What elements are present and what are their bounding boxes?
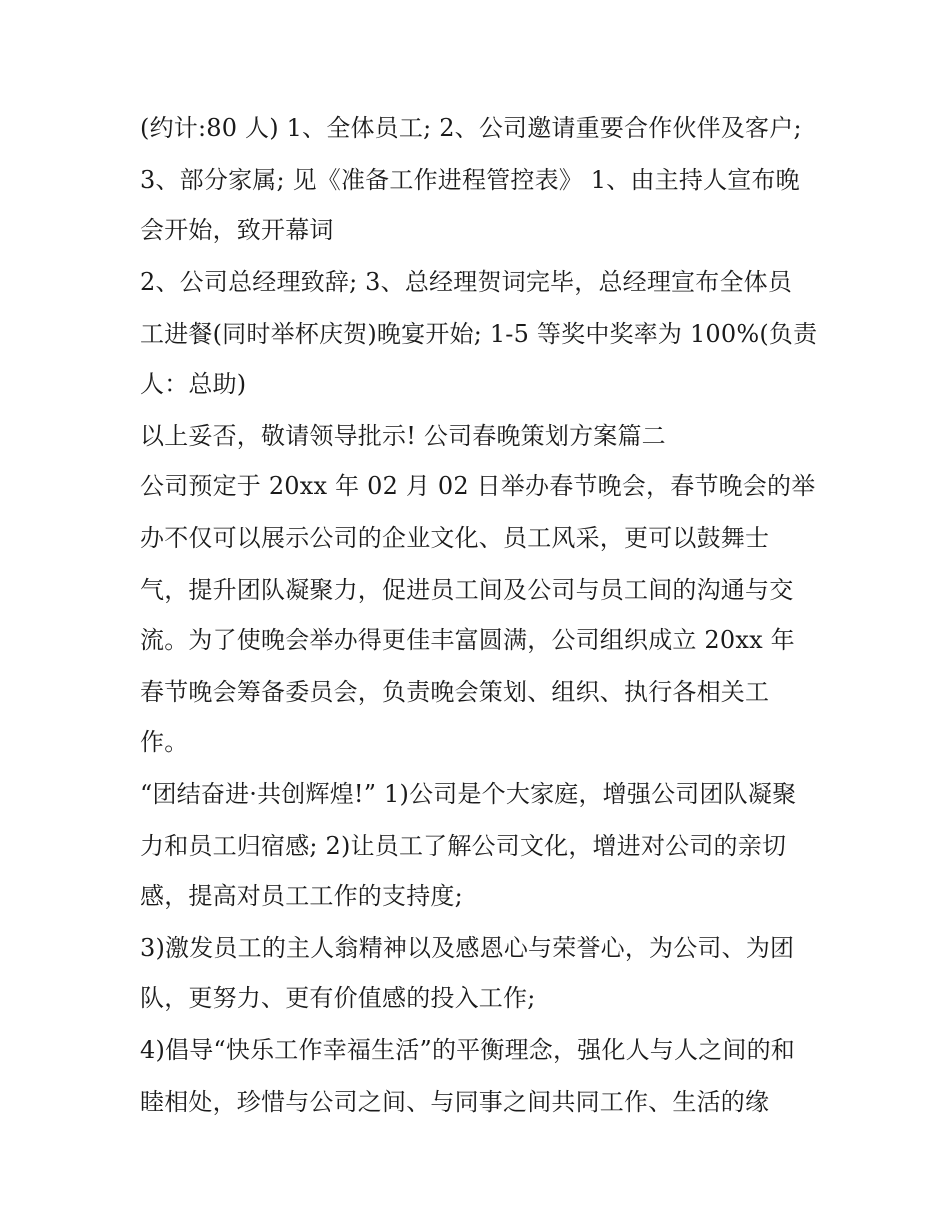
text-line: 公司预定于 20xx 年 02 月 02 日举办春节晚会，春节晚会的举 (140, 472, 816, 500)
text-line: 睦相处，珍惜与公司之间、与同事之间共同工作、生活的缘 (140, 1088, 770, 1116)
text-line: 力和员工归宿感; 2)让员工了解公司文化，增进对公司的亲切 (140, 832, 787, 860)
text-line: (约计:80 人) 1、全体员工; 2、公司邀请重要合作伙伴及客户; (140, 114, 802, 142)
text-line: 办不仅可以展示公司的企业文化、员工风采，更可以鼓舞士 (140, 524, 770, 552)
text-line: 工进餐(同时举杯庆贺)晚宴开始; 1-5 等奖中奖率为 100%(负责 (140, 320, 818, 348)
text-line: 流。为了使晚会举办得更佳丰富圆满，公司组织成立 20xx 年 (140, 626, 795, 654)
text-line: 作。 (140, 728, 189, 756)
text-line: 4)倡导“快乐工作幸福生活”的平衡理念，强化人与人之间的和 (140, 1036, 795, 1064)
text-line: 春节晚会筹备委员会，负责晚会策划、组织、执行各相关工 (140, 678, 770, 706)
text-line: 2、公司总经理致辞; 3、总经理贺词完毕，总经理宣布全体员 (140, 268, 793, 296)
text-line: 以上妥否，敬请领导批示! 公司春晚策划方案篇二 (140, 422, 666, 450)
text-line: 队，更努力、更有价值感的投入工作; (140, 984, 536, 1012)
text-line: 感，提高对员工工作的支持度; (140, 882, 463, 910)
text-line: 人：总助) (140, 370, 247, 398)
text-line: 会开始，致开幕词 (140, 216, 334, 244)
text-line: 3)激发员工的主人翁精神以及感恩心与荣誉心，为公司、为团 (140, 934, 795, 962)
text-line: “团结奋进·共创辉煌!” 1)公司是个大家庭，增强公司团队凝聚 (140, 780, 797, 808)
text-line: 气，提升团队凝聚力，促进员工间及公司与员工间的沟通与交 (140, 576, 794, 604)
text-line: 3、部分家属; 见《准备工作进程管控表》 1、由主持人宣布晚 (140, 166, 800, 194)
